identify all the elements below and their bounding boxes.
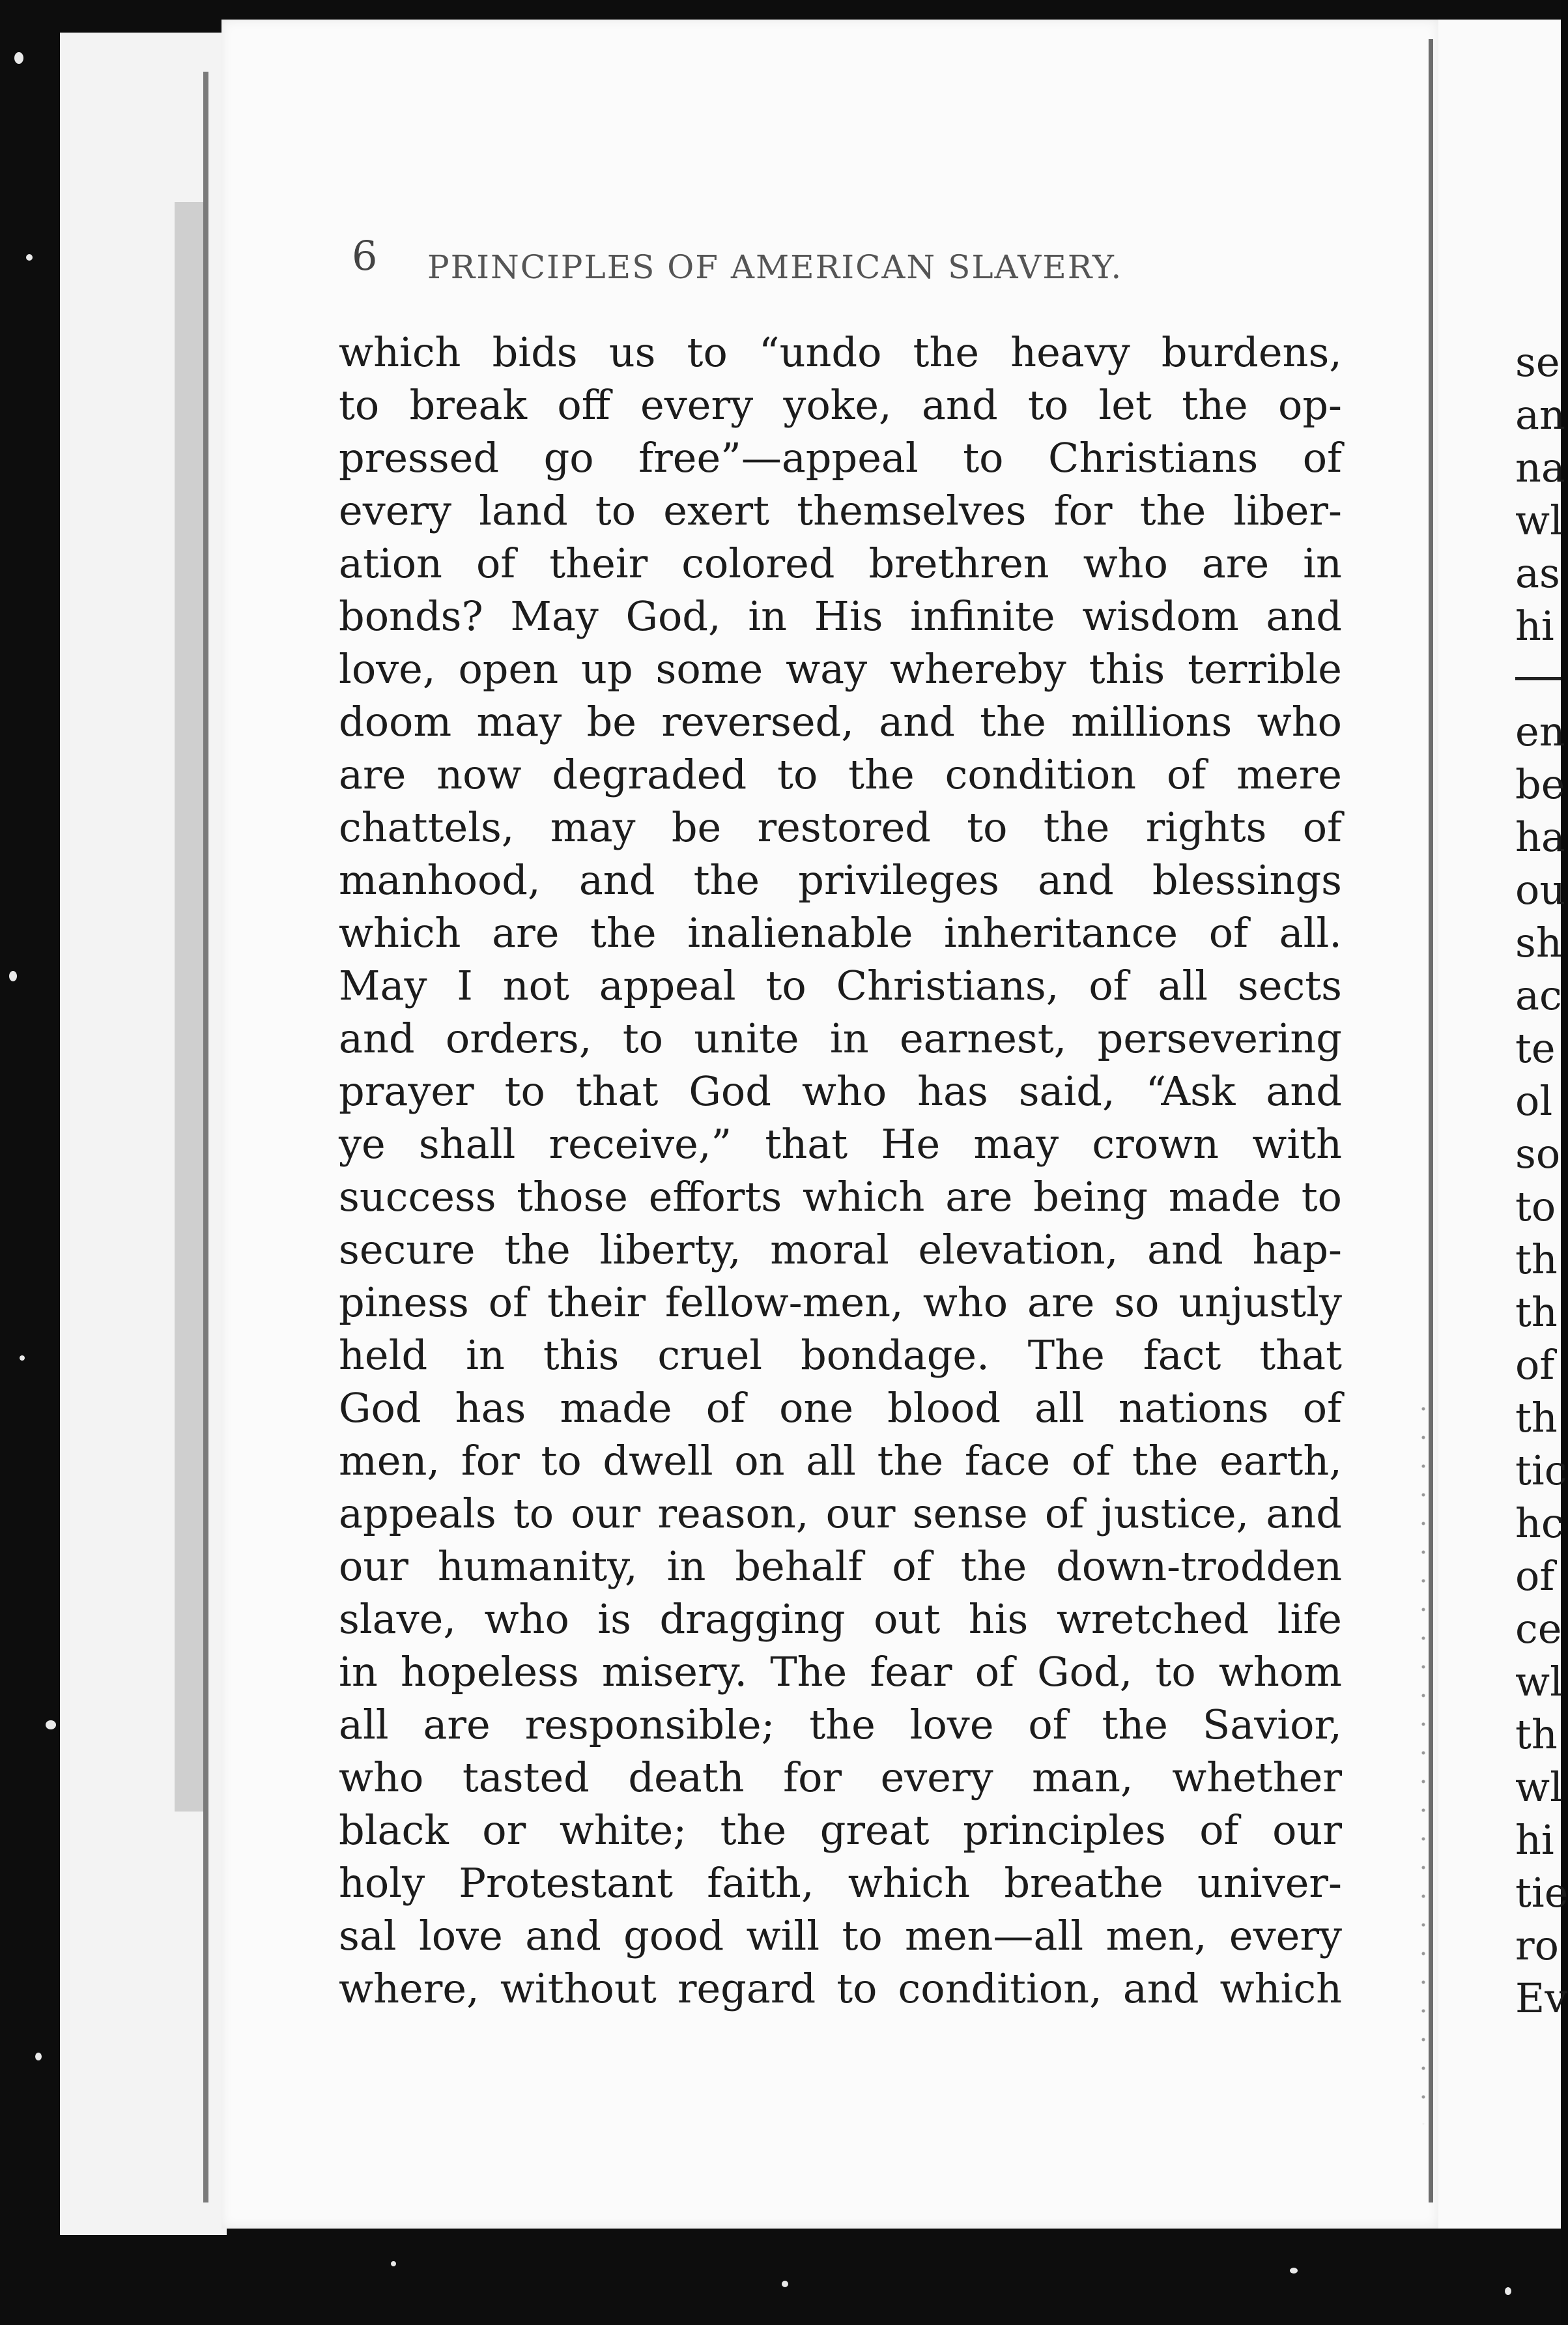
text-line: appeals to our reason, our sense of justice, and xyxy=(339,1490,1342,1537)
left-page-binding-line xyxy=(203,72,208,2202)
scan-dust-speck xyxy=(1290,2268,1298,2274)
text-line: God has made of one blood all nations of xyxy=(339,1384,1342,1432)
facing-fragment: tic xyxy=(1515,1447,1567,1494)
facing-fragment: ou xyxy=(1515,866,1566,914)
text-line: slave, who is dragging out his wretched life xyxy=(339,1595,1342,1643)
facing-fragment: ce xyxy=(1515,1605,1562,1653)
text-line: love, open up some way whereby this terrible xyxy=(339,645,1342,693)
running-head: PRINCIPLES OF AMERICAN SLAVERY. xyxy=(427,248,1123,286)
text-line: ation of their colored brethren who are in xyxy=(339,540,1342,587)
text-line: bonds? May God, in His infinite wisdom and xyxy=(339,592,1342,640)
facing-fragment: sh xyxy=(1515,919,1562,966)
gutter-binding-line xyxy=(1429,39,1433,2202)
facing-fragment: an xyxy=(1515,391,1565,439)
facing-rule-row xyxy=(1515,652,1561,705)
facing-fragment: ol xyxy=(1515,1077,1553,1125)
scan-dust-speck xyxy=(46,1720,56,1729)
facing-fragment: of xyxy=(1515,1341,1555,1389)
facing-fragment: ro xyxy=(1515,1922,1559,1969)
facing-fragment: en xyxy=(1515,708,1565,755)
facing-fragment: th xyxy=(1515,1235,1558,1283)
facing-fragment: se xyxy=(1515,338,1560,386)
text-line: manhood, and the privileges and blessings xyxy=(339,856,1342,904)
facing-fragment: Ev xyxy=(1515,1974,1568,2022)
text-line: success those efforts which are being made to xyxy=(339,1173,1342,1220)
scan-dust-speck xyxy=(9,971,17,981)
text-line: which are the inalienable inheritance of all. xyxy=(339,909,1342,957)
text-line: in hopeless misery. The fear of God, to whom xyxy=(339,1648,1342,1696)
facing-fragment: hi xyxy=(1515,602,1554,650)
text-line: our humanity, in behalf of the down-trodden xyxy=(339,1542,1342,1590)
text-line: men, for to dwell on all the face of the earth, xyxy=(339,1437,1342,1484)
facing-fragment: wl xyxy=(1515,1658,1563,1705)
text-line: to break off every yoke, and to let the op- xyxy=(339,381,1342,429)
text-line: holy Protestant faith, which breathe univer- xyxy=(339,1859,1342,1907)
text-line: held in this cruel bondage. The fact that xyxy=(339,1331,1342,1379)
text-line: May I not appeal to Christians, of all sects xyxy=(339,962,1342,1009)
facing-section-rule xyxy=(1515,677,1561,680)
facing-fragment: be xyxy=(1515,760,1565,808)
facing-fragment: wl xyxy=(1515,1763,1563,1811)
page-header xyxy=(352,215,1381,293)
text-line: prayer to that God who has said, “Ask and xyxy=(339,1067,1342,1115)
facing-fragment: as xyxy=(1515,549,1560,597)
text-line: who tasted death for every man, whether xyxy=(339,1754,1342,1801)
scan-dust-speck xyxy=(1505,2287,1511,2295)
page-number: 6 xyxy=(352,232,378,280)
scan-dust-speck xyxy=(26,254,33,261)
book-page xyxy=(221,20,1438,2229)
text-line: which bids us to “undo the heavy burdens, xyxy=(339,328,1342,376)
facing-fragment: te xyxy=(1515,1024,1556,1072)
scan-dust-speck xyxy=(782,2281,788,2287)
text-line: and orders, to unite in earnest, persevering xyxy=(339,1015,1342,1062)
scan-dust-speck xyxy=(35,2053,42,2060)
facing-fragment: ha xyxy=(1515,813,1565,861)
text-line: where, without regard to condition, and which xyxy=(339,1965,1342,2012)
text-line: secure the liberty, moral elevation, and hap- xyxy=(339,1226,1342,1273)
scan-dust-speck xyxy=(14,52,23,64)
facing-page-text-fragments xyxy=(1515,336,1568,2025)
scan-dust-speck xyxy=(391,2261,396,2266)
text-line: doom may be reversed, and the millions who xyxy=(339,698,1342,745)
text-line: ye shall receive,” that He may crown with xyxy=(339,1120,1342,1168)
facing-fragment: wl xyxy=(1515,497,1563,544)
facing-fragment: so xyxy=(1515,1130,1561,1177)
text-line: black or white; the great principles of our xyxy=(339,1806,1342,1854)
text-line: pressed go free”—appeal to Christians of xyxy=(339,434,1342,482)
scan-dust-speck xyxy=(20,1355,25,1361)
facing-fragment: ac xyxy=(1515,972,1562,1019)
gutter-stitching xyxy=(1419,1394,1428,2124)
facing-fragment: hi xyxy=(1515,1816,1554,1864)
text-line: are now degraded to the condition of mere xyxy=(339,751,1342,798)
facing-fragment: of xyxy=(1515,1552,1555,1600)
facing-fragment: to xyxy=(1515,1183,1556,1230)
body-text xyxy=(339,326,1342,2015)
text-line: sal love and good will to men—all men, every xyxy=(339,1912,1342,1959)
facing-fragment: hc xyxy=(1515,1499,1564,1547)
text-line: chattels, may be restored to the rights of xyxy=(339,803,1342,851)
text-line: every land to exert themselves for the liber- xyxy=(339,487,1342,534)
facing-fragment: th xyxy=(1515,1288,1558,1336)
facing-fragment: na xyxy=(1515,444,1565,491)
facing-fragment: tie xyxy=(1515,1869,1568,1916)
facing-fragment: th xyxy=(1515,1394,1558,1441)
facing-fragment: th xyxy=(1515,1711,1558,1758)
text-line: all are responsible; the love of the Savior, xyxy=(339,1701,1342,1748)
text-line: piness of their fellow-men, who are so unjustly xyxy=(339,1278,1342,1326)
